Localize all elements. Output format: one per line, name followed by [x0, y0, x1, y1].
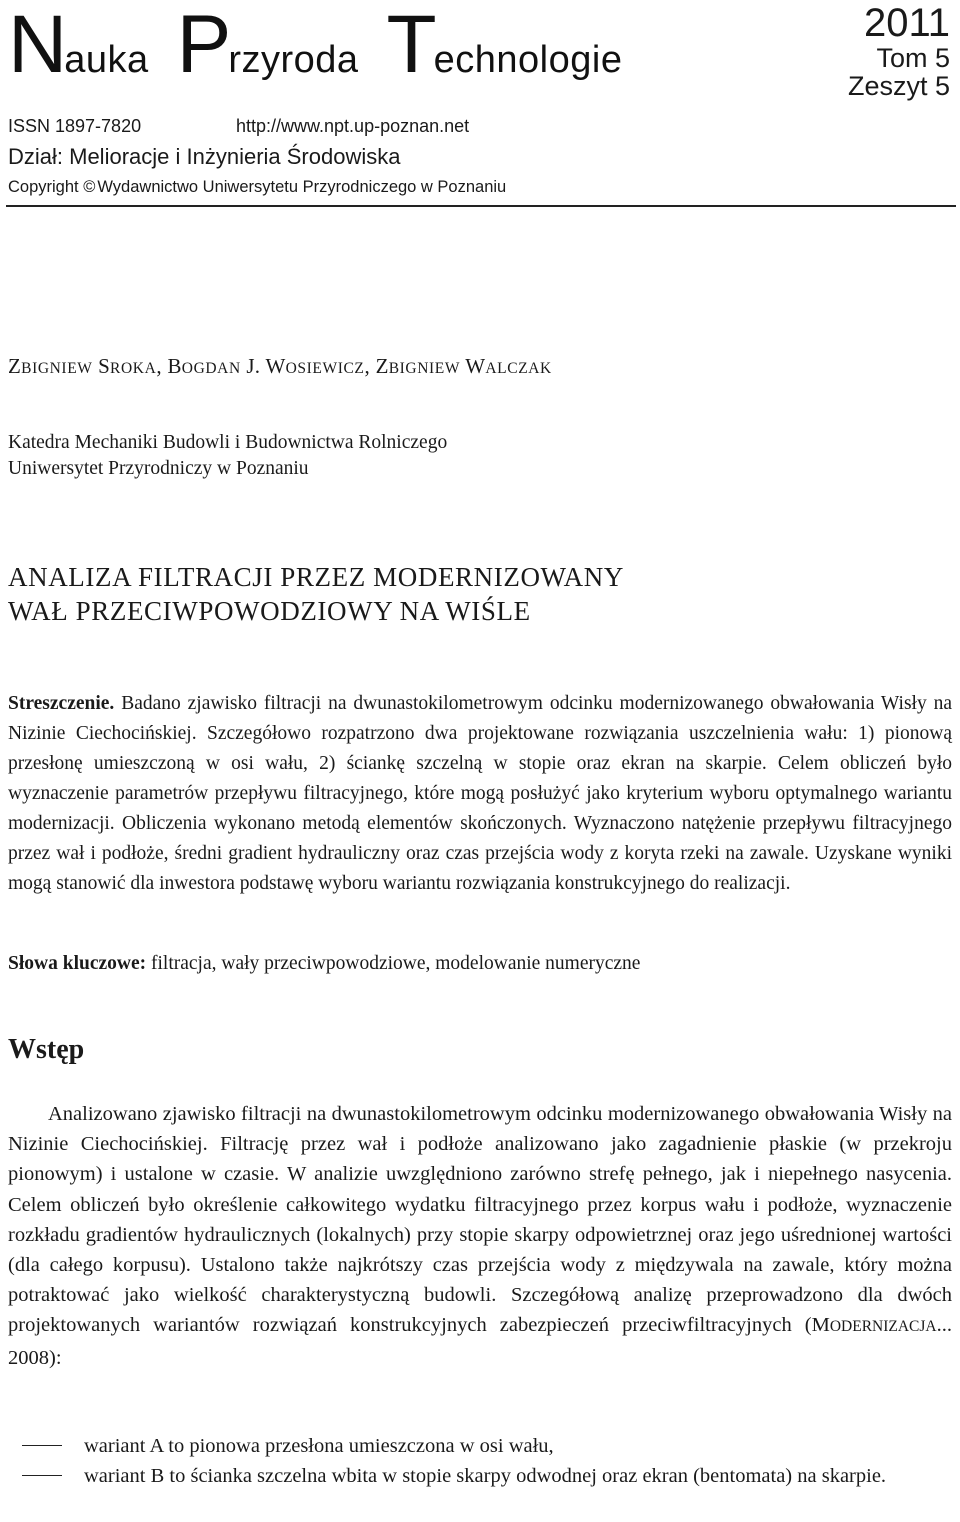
author-name: ZBIGNIEW WALCZAK [375, 354, 552, 378]
author-name: ZBIGNIEW SROKA [8, 354, 157, 378]
list-item: wariant B to ścianka szczelna wbita w stopie skarpy odwodnej oraz ekran (bentomata) na skarpie. [8, 1461, 952, 1491]
issue-number: Zeszyt 5 [847, 71, 950, 102]
article-title: ANALIZA FILTRACJI PRZEZ MODERNIZOWANY WAŁ PRZECIWPOWODZIOWY NA WIŚLE [8, 562, 624, 626]
copyright-publisher: Wydawnictwo Uniwersytetu Przyrodniczego w Poznaniu [97, 178, 507, 196]
keywords [8, 953, 640, 975]
issn: ISSN 1897-7820 [8, 116, 142, 136]
variant-list [8, 1431, 952, 1491]
keywords-label: Słowa kluczowe: [8, 953, 147, 974]
journal-title-word: Przyroda [176, 0, 359, 90]
journal-title-word: Technologie [386, 0, 623, 90]
issue-info [848, 2, 950, 101]
masthead-divider [6, 205, 956, 207]
department: Dział: Melioracje i Inżynieria Środowiska [8, 144, 401, 169]
affiliation-department: Katedra Mechaniki Budowli i Budownictwa Rolniczego [8, 432, 448, 453]
issue-year: 2011 [863, 1, 950, 45]
issue-volume: Tom 5 [876, 43, 950, 73]
list-item: wariant A to pionowa przesłona umieszczona w osi wału, [8, 1431, 952, 1461]
journal-url-link[interactable]: http://www.npt.up-poznan.net [236, 116, 470, 136]
journal-masthead [0, 0, 960, 208]
abstract [8, 689, 952, 899]
copyright-icon: © [83, 178, 96, 196]
copyright-text-prefix: Copyright [8, 178, 84, 196]
dash-bullet-icon [22, 1475, 62, 1476]
journal-title [8, 0, 650, 90]
dash-bullet-icon [22, 1445, 62, 1446]
author-name: BOGDAN J. WOSIEWICZ [167, 354, 365, 378]
intro-paragraph: Analizowano zjawisko filtracji na dwunastokilometrowym odcinku modernizowanego obwałowania Wisły na Nizinie Ciechocińskiej. Filtrację przez wał i podłoże analizowano jako zagadnienie płaskie (w przekroju pionowym) i ustalone w czasie. W analizie uwzględniono zarówno strefę pełnego, jak i niepełnego nasycenia. Celem obliczeń było określenie całkowitego wydatku filtracyjnego przez korpus wału i podłoże, wyznaczenie rozkładu gradientów hydraulicznych (lokalnych) przy stopie skarpy odpowietrznej oraz jego uśrednionej wartości (dla całego korpusu). Ustalono także najkrótszy czas przejścia wody z międzywala na zawale, który można potraktować jako wielkość charakterystyczną budowli. Szczegółową analizę przeprowadzono dla dwóch projektowanych wariantów rozwiązań konstrukcyjnych zabezpieczeń przeciwfiltracyjnych (MODERNIZACJA... 2008): [8, 1103, 952, 1369]
journal-title-word: Nauka [8, 0, 149, 90]
author-list: ZBIGNIEW SROKA, BOGDAN J. WOSIEWICZ, ZBIGNIEW WALCZAK [8, 354, 552, 378]
abstract-label: Streszczenie. [8, 693, 115, 714]
intro-text: Analizowano zjawisko filtracji na dwunastokilometrowym odcinku modernizowanego obwałowania Wisły na Nizinie Ciechocińskiej. Filtrację przez wał i podłoże analizowano jako zagadnienie płaskie (w przekroju pionowym) i ustalone w czasie. W analizie uwzględniono zarówno strefę pełnego, jak i niepełnego nasycenia. Celem obliczeń było określenie całkowitego wydatku filtracyjnego przez korpus wału i podłoże, wyznaczenie rozkładu gradientów hydraulicznych (lokalnych) przy stopie skarpy odpowietrznej oraz jego uśrednionej wartości (dla całego korpusu). Ustalono także najkrótszy czas przejścia wody z międzywala na zawale, który można potraktować jako wielkość charakterystyczną budowli. Szczegółową analizę przeprowadzono dla dwóch projektowanych wariantów rozwiązań konstrukcyjnych zabezpieczeń przeciwfiltracyjnych ( [8, 1103, 952, 1337]
section-heading: Wstęp [8, 1034, 85, 1065]
abstract-text: Badano zjawisko filtracji na dwunastokilometrowym odcinku modernizowanego obwałowania Wisły na Nizinie Ciechocińskiej. Szczegółowo rozpatrzono dwa projektowane rozwiązania uszczelnienia wału: 1) pionową przesłonę umieszczoną w osi wału, 2) ściankę szczelną w stopie oraz ekran na skarpie. Celem obliczeń było wyznaczenie parametrów przepływu filtracyjnego, które mogą posłużyć jako kryterium wyboru optymalnego wariantu modernizacji. Obliczenia wykonano metodą elementów skończonych. Wyznaczono natężenie przepływu filtracyjnego przez wał i podłoże, średni gradient hydrauliczny oraz czas przejścia wody z koryta rzeki na zawale. Uzyskane wyniki mogą stanowić dla inwestora podstawę wyboru wariantu rozwiązania konstrukcyjnego do realizacji. [8, 693, 952, 894]
copyright-line [8, 178, 506, 197]
keywords-text: filtracja, wały przeciwpowodziowe, modelowanie numeryczne [151, 953, 641, 974]
affiliation-university: Uniwersytet Przyrodniczy w Poznaniu [8, 458, 309, 479]
